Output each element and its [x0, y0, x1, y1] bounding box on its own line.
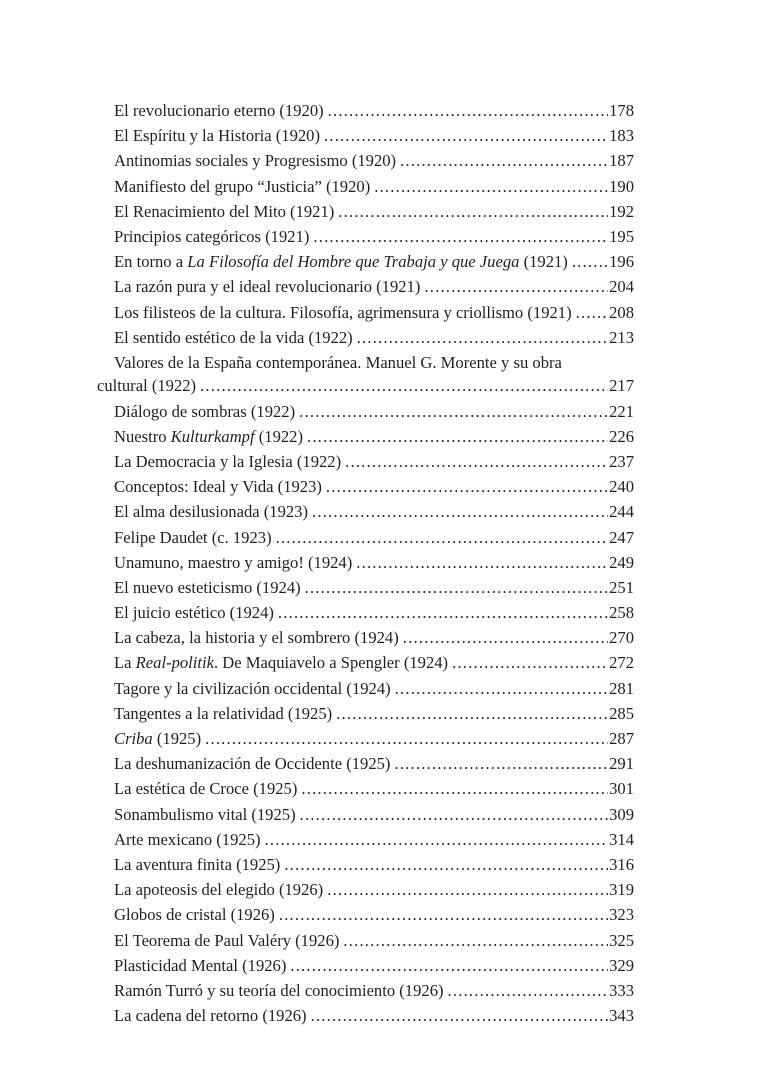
- toc-entry: [114, 249, 634, 274]
- toc-entry-title: Ramón Turró y su teoría del conocimiento (1926): [114, 980, 444, 1000]
- toc-entry-title: Globos de cristal (1926): [114, 905, 275, 925]
- toc-entry-page: 187: [609, 151, 634, 171]
- toc-entry-title-suffix: . De Maquiavelo a Spengler (1924): [214, 653, 449, 673]
- toc-entry-title-italic: Criba: [114, 729, 153, 748]
- dot-leader: [299, 399, 608, 424]
- toc-entry-title-prefix: Nuestro: [114, 426, 171, 446]
- dot-leader: [200, 373, 608, 398]
- toc-entry-page: 285: [609, 703, 634, 723]
- toc-entry-page: 204: [609, 277, 634, 297]
- toc-entry-title: [114, 726, 201, 751]
- toc-entry-title: Diálogo de sombras (1922): [114, 401, 296, 421]
- toc-entry: [114, 852, 634, 877]
- dot-leader: [576, 300, 608, 325]
- toc-entry-title: La deshumanización de Occidente (1925): [114, 754, 391, 774]
- toc-entry-page: 287: [609, 729, 634, 748]
- toc-entry: [114, 300, 634, 325]
- toc-entry: [114, 449, 634, 474]
- toc-entry-title: Plasticidad Mental (1926): [114, 955, 287, 975]
- toc-entry-page: 270: [609, 628, 634, 648]
- toc-entry-title: Conceptos: Ideal y Vida (1923): [114, 477, 322, 497]
- dot-leader: [338, 199, 608, 224]
- toc-entry-title: El sentido estético de la vida (1922): [114, 327, 353, 347]
- dot-leader: [307, 424, 608, 449]
- dot-leader: [374, 174, 608, 199]
- toc-entry-page: 221: [609, 401, 634, 421]
- toc-entry: [114, 525, 634, 550]
- toc-entry: [114, 701, 634, 726]
- toc-entry-page: 196: [609, 252, 634, 272]
- toc-entry-page: 190: [609, 176, 634, 196]
- toc-entry-page: 333: [609, 980, 634, 1000]
- toc-entry: [114, 575, 634, 600]
- toc-entry: [114, 325, 634, 350]
- dot-leader: [572, 249, 608, 274]
- dot-leader: [284, 852, 608, 877]
- toc-entry-title: Los filisteos de la cultura. Filosofía, agrimensura y criollismo (1921): [114, 302, 572, 322]
- toc-entry-title: Tagore y la civilización occidental (1924): [114, 678, 391, 698]
- dot-leader: [312, 499, 608, 524]
- toc-entry: [114, 148, 634, 173]
- toc-entry: [114, 474, 634, 499]
- toc-entry-title: El juicio estético (1924): [114, 603, 274, 623]
- toc-entry-title: El alma desilusionada (1923): [114, 502, 309, 522]
- toc-entry-title: [114, 650, 448, 675]
- dot-leader: [448, 978, 609, 1003]
- toc-entry-page: 251: [609, 577, 634, 597]
- toc-entry: [114, 676, 634, 701]
- toc-entry-page: 323: [609, 905, 634, 925]
- toc-entry: [114, 499, 634, 524]
- toc-entry-title: Sonambulismo vital (1925): [114, 804, 296, 824]
- dot-leader: [326, 474, 608, 499]
- toc-entry: [114, 399, 634, 424]
- toc-entry: [114, 98, 634, 123]
- toc-entry: [114, 802, 634, 827]
- dot-leader: [357, 325, 608, 350]
- toc-entry-page: 244: [609, 502, 634, 522]
- toc-entry-page: 192: [609, 201, 634, 221]
- toc-entry-page: 249: [609, 552, 634, 572]
- toc-entry-page: 314: [609, 829, 634, 849]
- toc-entry-page: 316: [609, 854, 634, 874]
- toc-entry-title: [114, 424, 303, 449]
- dot-leader: [328, 98, 608, 123]
- toc-entry-page: 226: [609, 426, 634, 446]
- toc-entry: [114, 650, 634, 675]
- dot-leader: [265, 827, 609, 852]
- table-of-contents: [97, 98, 634, 1028]
- toc-entry: [114, 827, 634, 852]
- toc-entry: [114, 726, 634, 751]
- toc-entry: [114, 123, 634, 148]
- toc-entry-page: 343: [609, 1006, 634, 1026]
- toc-entry-title: Principios categóricos (1921): [114, 226, 310, 246]
- toc-entry: [114, 902, 634, 927]
- toc-entry-title: La cabeza, la historia y el sombrero (1924): [114, 628, 399, 648]
- toc-entry-page: 240: [609, 477, 634, 497]
- dot-leader: [313, 224, 608, 249]
- toc-entry: [114, 978, 634, 1003]
- toc-entry-title-suffix: (1925): [152, 729, 202, 748]
- toc-entry-page: 247: [609, 527, 634, 547]
- toc-entry-title: La apoteosis del elegido (1926): [114, 880, 324, 900]
- toc-entry-title: [114, 249, 568, 274]
- dot-leader: [403, 625, 608, 650]
- toc-entry-title: Felipe Daudet (c. 1923): [114, 527, 272, 547]
- toc-entry-page: 208: [609, 302, 634, 322]
- toc-entry: [114, 625, 634, 650]
- toc-entry-page: 178: [609, 101, 634, 120]
- dot-leader: [424, 274, 608, 299]
- toc-entry: [114, 174, 634, 199]
- toc-entry-title: El Renacimiento del Mito (1921): [114, 201, 335, 221]
- dot-leader: [345, 449, 608, 474]
- toc-entry-title-italic: Kulturkampf: [170, 426, 255, 446]
- dot-leader: [290, 953, 608, 978]
- dot-leader: [205, 726, 608, 751]
- toc-entry-title-line2: cultural (1922): [97, 376, 197, 396]
- toc-entry: [114, 224, 634, 249]
- toc-entry-title-line1: Valores de la España contemporánea. Manuel G. Morente y su obra: [114, 352, 562, 372]
- dot-leader: [336, 701, 608, 726]
- toc-entry-title: Antinomias sociales y Progresismo (1920): [114, 151, 397, 171]
- toc-entry-title: El revolucionario eterno (1920): [114, 101, 324, 120]
- dot-leader: [276, 525, 609, 550]
- dot-leader: [305, 575, 608, 600]
- toc-entry-title-suffix: (1921): [519, 252, 568, 272]
- toc-entry-title-suffix: (1922): [254, 426, 303, 446]
- toc-entry-page: 325: [609, 930, 634, 950]
- toc-entry: [114, 199, 634, 224]
- toc-entry: [114, 953, 634, 978]
- toc-entry-title: Tangentes a la relatividad (1925): [114, 703, 333, 723]
- dot-leader: [279, 902, 608, 927]
- toc-entry: [114, 776, 634, 801]
- toc-entry: [114, 550, 634, 575]
- toc-entry: [114, 274, 634, 299]
- toc-entry-page: 258: [609, 603, 634, 623]
- dot-leader: [452, 650, 608, 675]
- toc-entry-page: 291: [609, 754, 634, 774]
- dot-leader: [301, 776, 608, 801]
- toc-entry-title-prefix: En torno a: [114, 252, 188, 272]
- toc-entry: [114, 928, 634, 953]
- dot-leader: [400, 148, 608, 173]
- toc-entry-title-prefix: La: [114, 653, 136, 673]
- toc-entry-page: 237: [609, 451, 634, 471]
- toc-entry-page: 301: [609, 779, 634, 799]
- toc-entry-title: La cadena del retorno (1926): [114, 1006, 307, 1026]
- toc-entry-title: La razón pura y el ideal revolucionario (1921): [114, 277, 421, 297]
- toc-entry: [114, 424, 634, 449]
- toc-entry-title: El Teorema de Paul Valéry (1926): [114, 930, 340, 950]
- toc-entry-title: La estética de Croce (1925): [114, 779, 298, 799]
- toc-entry-page: 217: [609, 376, 634, 396]
- toc-entry-title-italic: Real-politik: [135, 653, 214, 673]
- toc-entry-page: 183: [609, 126, 634, 146]
- dot-leader: [300, 802, 609, 827]
- toc-entry-title-italic: La Filosofía del Hombre que Trabaja y que Juega: [187, 252, 520, 272]
- toc-entry-page: 281: [609, 678, 634, 698]
- toc-entry-line2: [97, 373, 634, 398]
- toc-entry-page: 319: [609, 880, 634, 900]
- toc-entry: [114, 877, 634, 902]
- toc-entry-title: Unamuno, maestro y amigo! (1924): [114, 552, 353, 572]
- toc-entry: [114, 751, 634, 776]
- toc-entry: [114, 600, 634, 625]
- dot-leader: [394, 751, 608, 776]
- toc-entry-page: 309: [609, 804, 634, 824]
- toc-entry-title: La Democracia y la Iglesia (1922): [114, 451, 342, 471]
- toc-entry-title: Arte mexicano (1925): [114, 829, 261, 849]
- dot-leader: [356, 550, 608, 575]
- toc-entry: [97, 350, 634, 399]
- toc-entry-page: 272: [609, 653, 634, 673]
- dot-leader: [311, 1003, 609, 1028]
- dot-leader: [278, 600, 608, 625]
- toc-entry-page: 329: [609, 955, 634, 975]
- dot-leader: [324, 123, 608, 148]
- dot-leader: [395, 676, 608, 701]
- toc-entry: [114, 1003, 634, 1028]
- toc-entry-page: 213: [609, 327, 634, 347]
- toc-entry-title: Manifiesto del grupo “Justicia” (1920): [114, 176, 371, 196]
- dot-leader: [327, 877, 608, 902]
- toc-entry-title: La aventura finita (1925): [114, 854, 281, 874]
- toc-entry-title: El nuevo esteticismo (1924): [114, 577, 301, 597]
- toc-entry-title: El Espíritu y la Historia (1920): [114, 126, 321, 146]
- dot-leader: [343, 928, 608, 953]
- toc-entry-page: 195: [609, 226, 634, 246]
